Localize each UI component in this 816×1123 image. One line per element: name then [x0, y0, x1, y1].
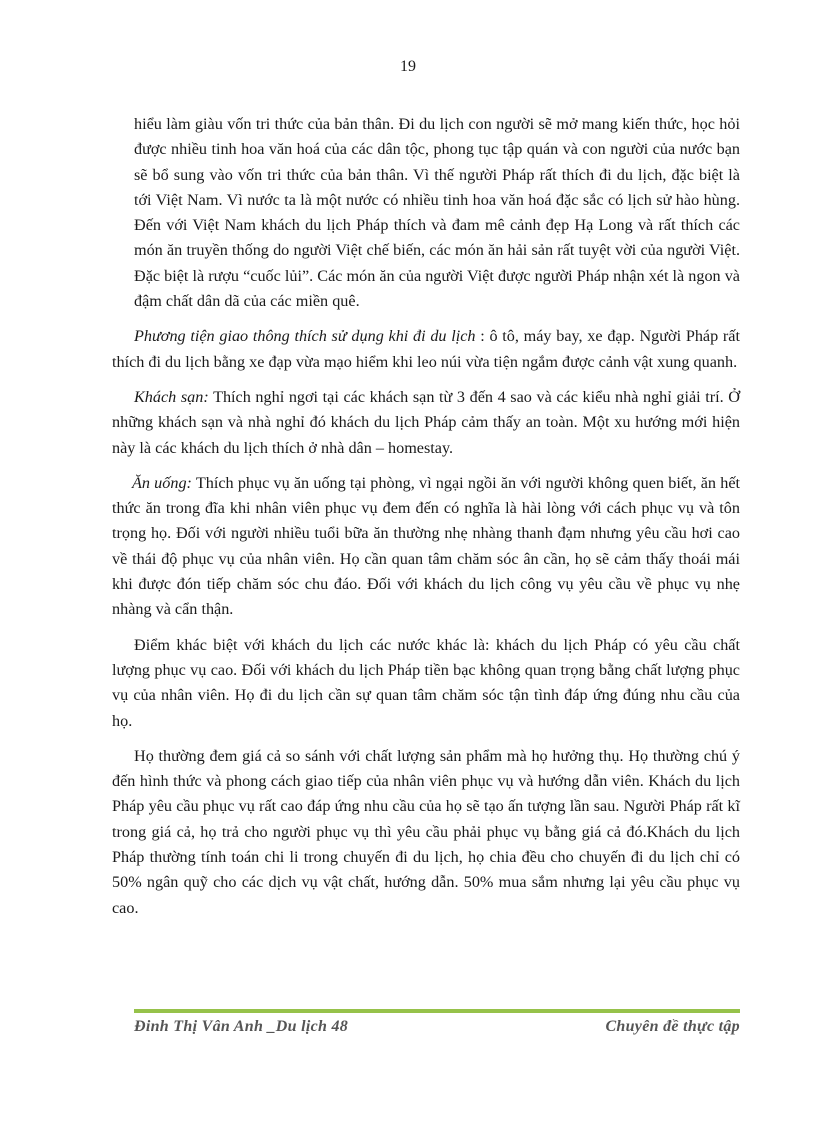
paragraph-dining-text: Thích phục vụ ăn uống tại phòng, vì ngại ngồi ăn với người không quen biết, ăn hết thức ăn trong đĩa khi nhân viên phục vụ đem đến có nghĩa là hài lòng với cách phục vụ và tôn trọng họ. Đối với người nhiều tuổi bữa ăn thường nhẹ nhàng thanh đạm nhưng yêu cầu hơi cao về thái độ phục vụ của nhân viên. Họ cần quan tâm chăm sóc ân cần, họ sẽ cảm thấy thoái mái khi được đón tiếp chăm sóc chu đáo. Đối với khách du lịch công vụ yêu cầu về phục vụ nhẹ nhàng và cẩn thận.	[112, 473, 740, 619]
paragraph-pricing-text: Họ thường đem giá cả so sánh với chất lượng sản phẩm mà họ hưởng thụ. Họ thường chú ý đến hình thức và phong cách giao tiếp của nhân viên phục vụ và hướng dẫn viên. Khách du lịch Pháp yêu cầu phục vụ rất cao đáp ứng nhu cầu của họ sẽ tạo ấn tượng lần sau. Người Pháp rất kĩ trong giá cả, họ trả cho người phục vụ thì yêu cầu phải phục vụ bằng giá cả đó.Khách du lịch Pháp thường tính toán chi li trong chuyến đi du lịch, họ chia đều cho chuyến đi du lịch chỉ có 50% ngân quỹ cho các dịch vụ vật chất, hướng dẫn. 50% mua sắm nhưng lại yêu cầu phục vụ cao.	[112, 746, 740, 917]
footer-divider	[134, 1009, 740, 1013]
paragraph-transport-text: : ô tô, máy bay, xe đạp. Người Pháp rất thích đi du lịch bằng xe đạp vừa mạo hiểm khi leo núi vừa tiện ngắm được cảnh vật xung quanh.	[112, 327, 740, 371]
footer-author: Đinh Thị Vân Anh _Du lịch 48	[134, 1018, 349, 1035]
document-body	[112, 112, 740, 921]
paragraph-difference-text: Điểm khác biệt với khách du lịch các nước khác là: khách du lịch Pháp có yêu cầu chất lượng phục vụ cao. Đối với khách du lịch Pháp tiền bạc không quan trọng bằng chất lượng phục vụ của nhân viên. Họ đi du lịch cần sự quan tâm chăm sóc tận tình đáp ứng đúng nhu cầu của họ.	[112, 635, 740, 730]
footer-title: Chuyên đề thực tập	[605, 1018, 740, 1035]
paragraph-difference	[112, 633, 740, 734]
paragraph-transport-lead: Phương tiện giao thông thích sử dụng khi đi du lịch	[134, 327, 476, 346]
paragraph-dining	[112, 471, 740, 623]
paragraph-dining-lead: Ăn uống:	[132, 473, 192, 492]
paragraph-transport	[112, 324, 740, 375]
paragraph-1-text: hiểu làm giàu vốn tri thức của bản thân. Đi du lịch con người sẽ mở mang kiến thức, học hỏi được nhiều tinh hoa văn hoá của các dân tộc, phong tục tập quán và con người của nước bạn sẽ bổ sung vào vốn tri thức của bản thân. Vì thế người Pháp rất thích đi du lịch, đặc biệt là tới Việt Nam. Vì nước ta là một nước có nhiều tinh hoa văn hoá đặc sắc có lịch sử hào hùng. Đến với Việt Nam khách du lịch Pháp thích và đam mê cảnh đẹp Hạ Long và rất thích các món ăn truyền thống do người Việt chế biến, các món ăn hải sản rất tuyệt vời của người Việt. Đặc biệt là rượu “cuốc lủi”. Các món ăn của người Việt được người Pháp nhận xét là ngon và đậm chất dân dã của các miền quê.	[134, 115, 740, 311]
page-number: 19	[400, 58, 416, 75]
paragraph-1	[134, 112, 740, 314]
paragraph-hotel-text: Thích nghỉ ngơi tại các khách sạn từ 3 đến 4 sao và các kiểu nhà nghỉ giải trí. Ở những khách sạn và nhà nghỉ đó khách du lịch Pháp cảm thấy an toàn. Một xu hướng mới hiện này là các khách du lịch thích ở nhà dân – homestay.	[112, 387, 740, 457]
paragraph-hotel-lead: Khách sạn:	[134, 387, 209, 406]
paragraph-pricing	[112, 744, 740, 921]
paragraph-hotel	[112, 385, 740, 461]
